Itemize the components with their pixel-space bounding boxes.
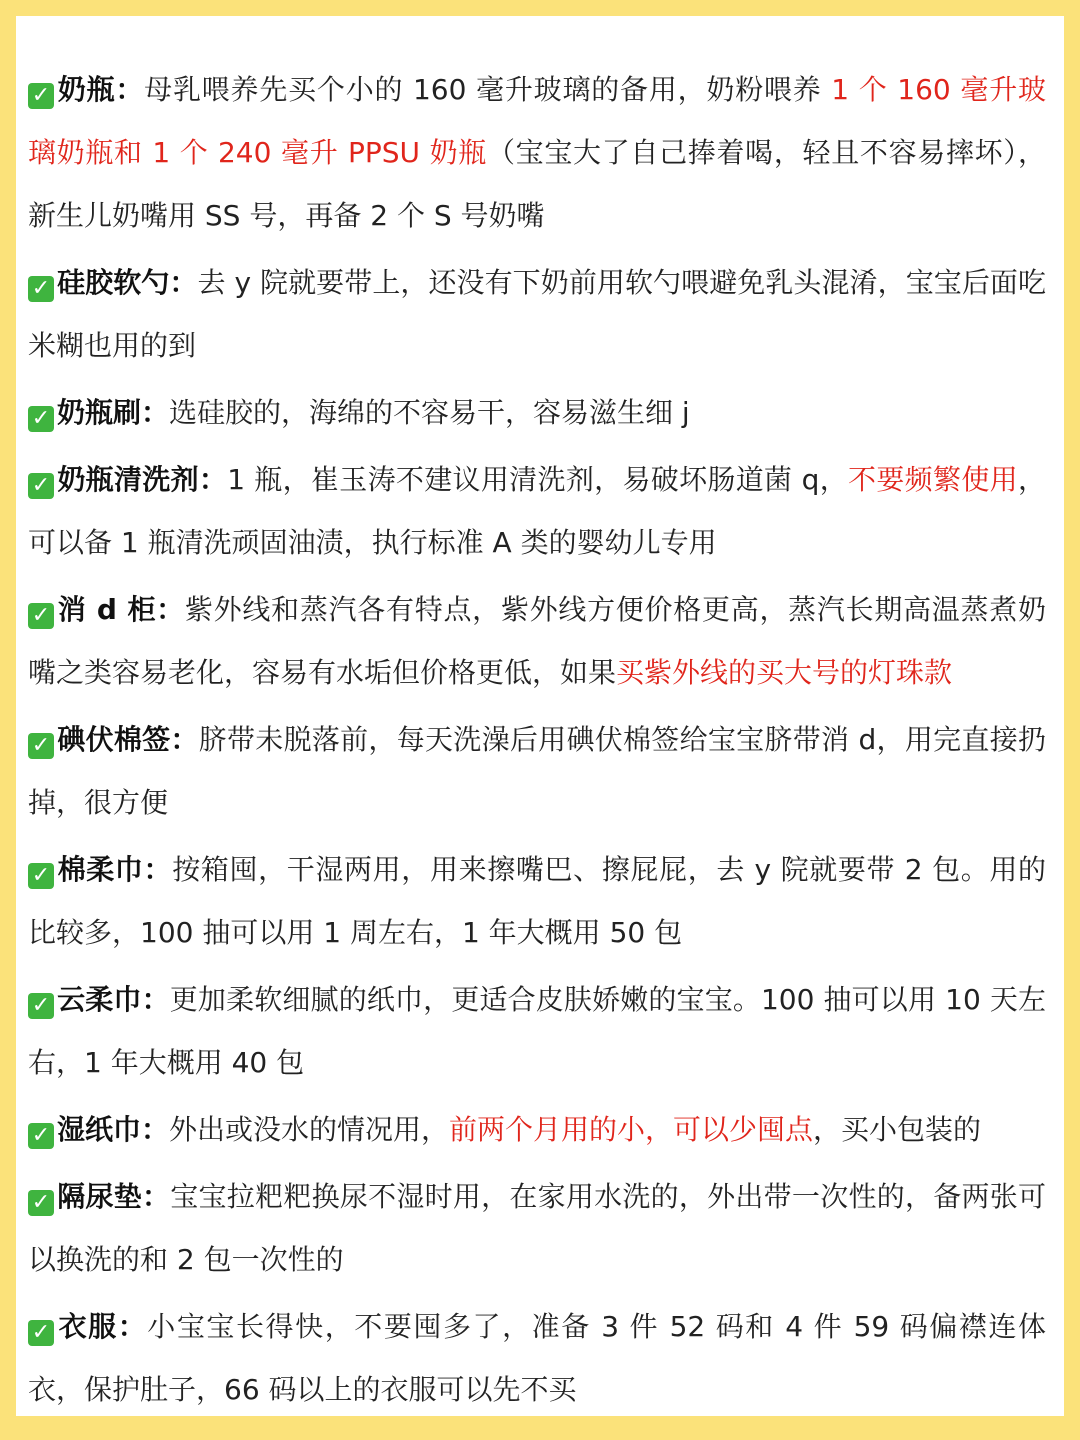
item-text: 脐带未脱落前，每天洗澡后用碘伏棉签给宝宝脐带消 d，用完直接扔掉，很方便 (28, 723, 1046, 819)
item-text: 母乳喂养先买个小的 160 毫升玻璃的备用，奶粉喂养 (144, 73, 832, 106)
item-text: 1 瓶，崔玉涛不建议用清洗剂，易破坏肠道菌 q， (227, 463, 849, 496)
item-text: 按箱囤，干湿两用，用来擦嘴巴、擦屁屁，去 y 院就要带 2 包。用的比较多，100 抽可以用 1 周左右，1 年大概用 50 包 (28, 853, 1046, 949)
checklist-item (28, 1098, 1046, 1161)
item-text: 去 y 院就要带上，还没有下奶前用软勺喂避免乳头混淆，宝宝后面吃米糊也用的到 (28, 266, 1046, 362)
check-mark-icon: ✓ (28, 1320, 54, 1346)
item-label: 消 d 柜： (57, 593, 185, 626)
check-mark-icon: ✓ (28, 473, 54, 499)
item-text: （宝宝大了自己捧着喝，轻且不容易摔坏），新生儿奶嘴用 SS 号，再备 2 个 S 号奶嘴 (28, 136, 1046, 232)
check-mark-icon: ✓ (28, 863, 54, 889)
item-label: 云柔巾： (57, 983, 170, 1016)
item-text: 小宝宝长得快，不要囤多了，准备 3 件 52 码和 4 件 59 码偏襟连体衣，保护肚子，66 码以上的衣服可以先不买 (28, 1310, 1046, 1406)
highlighted-text: 前两个月用的小，可以少囤点 (449, 1113, 814, 1146)
item-label: 棉柔巾： (57, 853, 173, 886)
item-text: 更加柔软细腻的纸巾，更适合皮肤娇嫩的宝宝。100 抽可以用 10 天左右，1 年大概用 40 包 (28, 983, 1046, 1079)
check-mark-icon: ✓ (28, 993, 54, 1019)
item-text: ，买小包装的 (813, 1113, 982, 1146)
check-mark-icon: ✓ (28, 83, 54, 109)
item-label: 衣服： (57, 1310, 148, 1343)
item-label: 隔尿垫： (57, 1180, 171, 1213)
item-text: 紫外线和蒸汽各有特点，紫外线方便价格更高，蒸汽长期高温蒸煮奶嘴之类容易老化，容易有水垢但价格更低，如果 (28, 593, 1046, 689)
checklist-item (28, 58, 1046, 247)
item-text: 外出或没水的情况用， (169, 1113, 450, 1146)
checklist-item (28, 838, 1046, 964)
item-label: 奶瓶刷： (57, 396, 170, 429)
checklist-item (28, 708, 1046, 834)
checklist-item (28, 381, 1046, 444)
check-mark-icon: ✓ (28, 1190, 54, 1216)
item-label: 奶瓶： (57, 73, 145, 106)
check-mark-icon: ✓ (28, 406, 54, 432)
checklist-item (28, 578, 1046, 704)
highlighted-text: 不要频繁使用 (848, 463, 1018, 496)
checklist-item (28, 968, 1046, 1094)
item-label: 硅胶软勺： (57, 266, 198, 299)
checklist-item (28, 251, 1046, 377)
check-mark-icon: ✓ (28, 276, 54, 302)
highlighted-text: 1 个 160 毫升玻璃奶瓶和 1 个 240 毫升 PPSU 奶瓶 (28, 73, 1046, 169)
checklist-item (28, 1295, 1046, 1421)
item-label: 奶瓶清洗剂： (57, 463, 228, 496)
check-mark-icon: ✓ (28, 1123, 54, 1149)
item-text: 选硅胶的，海绵的不容易干，容易滋生细 j (169, 396, 690, 429)
item-label: 碘伏棉签： (57, 723, 199, 756)
content-card (16, 16, 1064, 1416)
check-mark-icon: ✓ (28, 733, 54, 759)
item-text: 宝宝拉粑粑换尿不湿时用，在家用水洗的，外出带一次性的，备两张可以换洗的和 2 包一次性的 (28, 1180, 1046, 1276)
highlighted-text: 买紫外线的买大号的灯珠款 (616, 656, 953, 689)
check-mark-icon: ✓ (28, 603, 54, 629)
checklist-item (28, 1165, 1046, 1291)
item-label: 湿纸巾： (57, 1113, 170, 1146)
checklist-item (28, 448, 1046, 574)
item-text: ，可以备 1 瓶清洗顽固油渍，执行标准 A 类的婴幼儿专用 (28, 463, 1046, 559)
